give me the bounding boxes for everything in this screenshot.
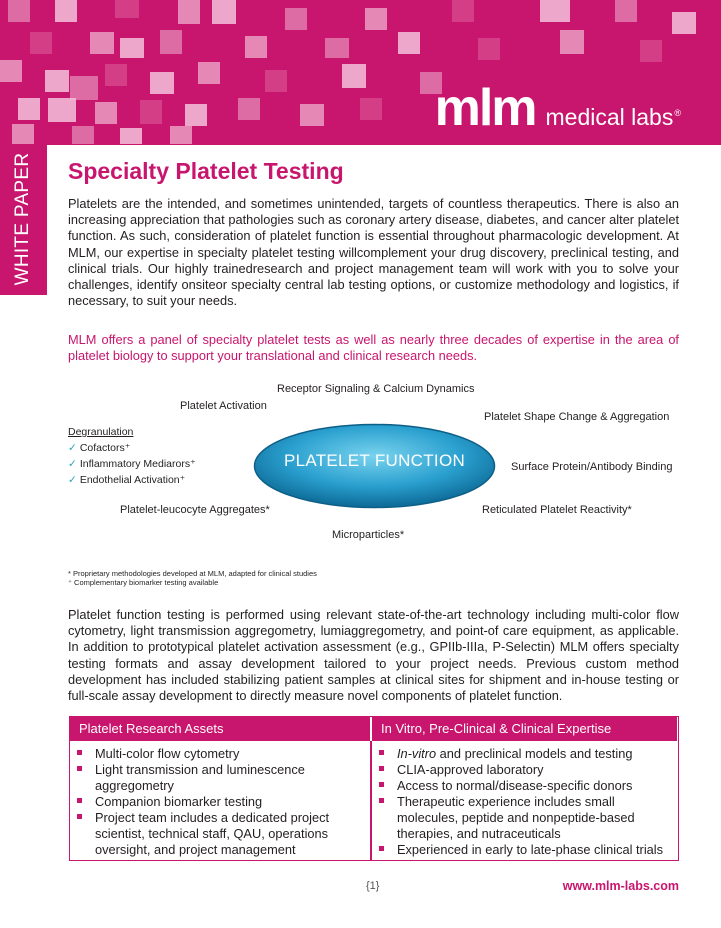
- list-item: Project team includes a dedicated project scientist, technical staff, QAU, operations oversight, and project management: [77, 810, 362, 858]
- pixel-tile: [212, 0, 236, 24]
- pixel-tile: [18, 98, 40, 120]
- pixel-tile: [70, 76, 98, 100]
- testing-paragraph: Platelet function testing is performed using relevant state-of-the-art technology including multi-color flow cytometry, light transmission aggregometry, lumiaggregometry, and point-of care equipment, as applicable. In addition to prototypical platelet activation assessment (e.g., GPIIb-IIIa, P-Selectin) MLM offers specialty testing formats and assay development tailored to your project needs. Previous custom method development has included stabilizing patient samples at clinical sites for shipment and in-house testing or full-scale assay development to directly measure novel components of platelet function.: [68, 607, 679, 704]
- pixel-tile: [55, 0, 77, 22]
- label-leucocyte-aggregates: Platelet-leucocyte Aggregates*: [120, 504, 270, 516]
- pixel-tile: [672, 12, 696, 34]
- platelet-function-diagram: [60, 380, 700, 550]
- assets-table: [69, 716, 679, 861]
- research-assets-list: [77, 746, 362, 858]
- pixel-tile: [640, 40, 662, 62]
- pixel-tile: [238, 98, 260, 120]
- label-microparticles: Microparticles*: [332, 529, 405, 541]
- pixel-tile: [72, 126, 94, 144]
- pixel-tile: [325, 38, 349, 58]
- highlight-paragraph: MLM offers a panel of specialty platelet tests as well as nearly three decades of expertise in the area of platelet biology to support your translational and clinical research needs.: [68, 332, 679, 364]
- header-banner: [0, 0, 721, 145]
- pixel-tile: [452, 0, 474, 22]
- page-title: Specialty Platelet Testing: [68, 158, 344, 184]
- label-surface-protein: Surface Protein/Antibody Binding: [511, 461, 673, 473]
- research-assets-header: Platelet Research Assets: [70, 717, 370, 741]
- pixel-tile: [115, 0, 139, 18]
- pixel-tile: [150, 72, 174, 94]
- logo-mark: mlm: [434, 79, 536, 137]
- list-item: Therapeutic experience includes small molecules, peptide and nonpeptide-based therapies, and nutraceuticals: [379, 794, 677, 842]
- bullet-icon: [77, 750, 82, 755]
- list-item: Light transmission and luminescence aggregometry: [77, 762, 362, 794]
- bullet-icon: [77, 766, 82, 771]
- list-item: Companion biomarker testing: [77, 794, 362, 810]
- pixel-tile: [478, 38, 500, 60]
- footnote-proprietary: * Proprietary methodologies developed at MLM, adapted for clinical studies: [68, 569, 317, 578]
- pixel-tile: [398, 32, 420, 54]
- pixel-tile: [615, 0, 637, 22]
- footnote-complementary: ⁺ Complementary biomarker testing available: [68, 578, 219, 587]
- pixel-tile: [185, 104, 207, 126]
- pixel-tile: [0, 60, 22, 82]
- pixel-tile: [360, 98, 382, 120]
- pixel-tile: [245, 36, 267, 58]
- pixel-tile: [48, 98, 76, 122]
- degranulation-title: Degranulation: [68, 426, 134, 438]
- pixel-tile: [265, 70, 287, 92]
- pixel-tile: [178, 0, 200, 24]
- pixel-tile: [12, 124, 34, 144]
- degranulation-item: ✓ Inflammatory Mediarors⁺: [68, 458, 196, 470]
- pixel-tile: [198, 62, 220, 84]
- bullet-icon: [77, 798, 82, 803]
- pixel-tile: [30, 32, 52, 54]
- list-item: CLIA-approved laboratory: [379, 762, 677, 778]
- white-paper-label: WHITE PAPER: [12, 152, 33, 286]
- page-number: {1}: [366, 880, 380, 892]
- list-item: Access to normal/disease-specific donors: [379, 778, 677, 794]
- pixel-tile: [95, 102, 117, 124]
- label-receptor-signaling: Receptor Signaling & Calcium Dynamics: [277, 383, 475, 395]
- expertise-list: [379, 746, 677, 858]
- list-item: Experienced in early to late-phase clinical trials: [379, 842, 677, 858]
- bullet-icon: [379, 846, 384, 851]
- bullet-icon: [77, 814, 82, 819]
- bullet-icon: [379, 782, 384, 787]
- pixel-tile: [540, 0, 570, 22]
- pixel-tile: [160, 30, 182, 54]
- check-icon: ✓: [68, 458, 77, 470]
- pixel-tile: [170, 126, 192, 144]
- column-divider: [370, 741, 372, 861]
- bullet-icon: [379, 798, 384, 803]
- degranulation-item: ✓ Cofactors⁺: [68, 442, 131, 454]
- website-link[interactable]: www.mlm-labs.com: [562, 879, 679, 893]
- label-reticulated-platelet: Reticulated Platelet Reactivity*: [482, 504, 632, 516]
- pixel-tile: [285, 8, 307, 30]
- degranulation-item: ✓ Endothelial Activation⁺: [68, 474, 186, 486]
- mlm-logo: [434, 79, 681, 137]
- label-shape-change: Platelet Shape Change & Aggregation: [484, 411, 670, 423]
- check-icon: ✓: [68, 442, 77, 454]
- expertise-header: In Vitro, Pre-Clinical & Clinical Expertise: [372, 717, 677, 741]
- degranulation-list: [68, 424, 196, 488]
- pixel-tile: [300, 104, 324, 126]
- platelet-function-title: PLATELET FUNCTION: [283, 451, 466, 470]
- intro-paragraph: Platelets are the intended, and sometimes unintended, targets of countless therapeutics. There is also an increasing appreciation that pathologies such as coronary artery disease, diabetes, and cancer alter platelet function. As such, consideration of platelet function is essential throughout pharmacologic development. At MLM, our expertise in specialty platelet testing willcomplement your drug discovery, preclinical testing, and clinical trials. Our highly trainedresearch and project management team will work with you to solve your challenges, identify onsiteor specialty central lab testing options, or customize methodology and logistics, if necessary, to suit your needs.: [68, 196, 679, 309]
- pixel-tile: [90, 32, 114, 54]
- list-item: In-vitro and preclinical models and testing: [379, 746, 677, 762]
- bullet-icon: [379, 766, 384, 771]
- pixel-tile: [140, 100, 162, 124]
- pixel-tile: [560, 30, 584, 54]
- pixel-tile: [365, 8, 387, 30]
- check-icon: ✓: [68, 474, 77, 486]
- pixel-tile: [105, 64, 127, 86]
- pixel-tile: [342, 64, 366, 88]
- bullet-icon: [379, 750, 384, 755]
- list-item: Multi-color flow cytometry: [77, 746, 362, 762]
- label-platelet-activation: Platelet Activation: [180, 400, 267, 412]
- logo-text: medical labs®: [545, 104, 681, 130]
- pixel-tile: [120, 128, 142, 144]
- pixel-tile: [8, 0, 30, 22]
- pixel-tile: [45, 70, 69, 92]
- pixel-tile: [120, 38, 144, 58]
